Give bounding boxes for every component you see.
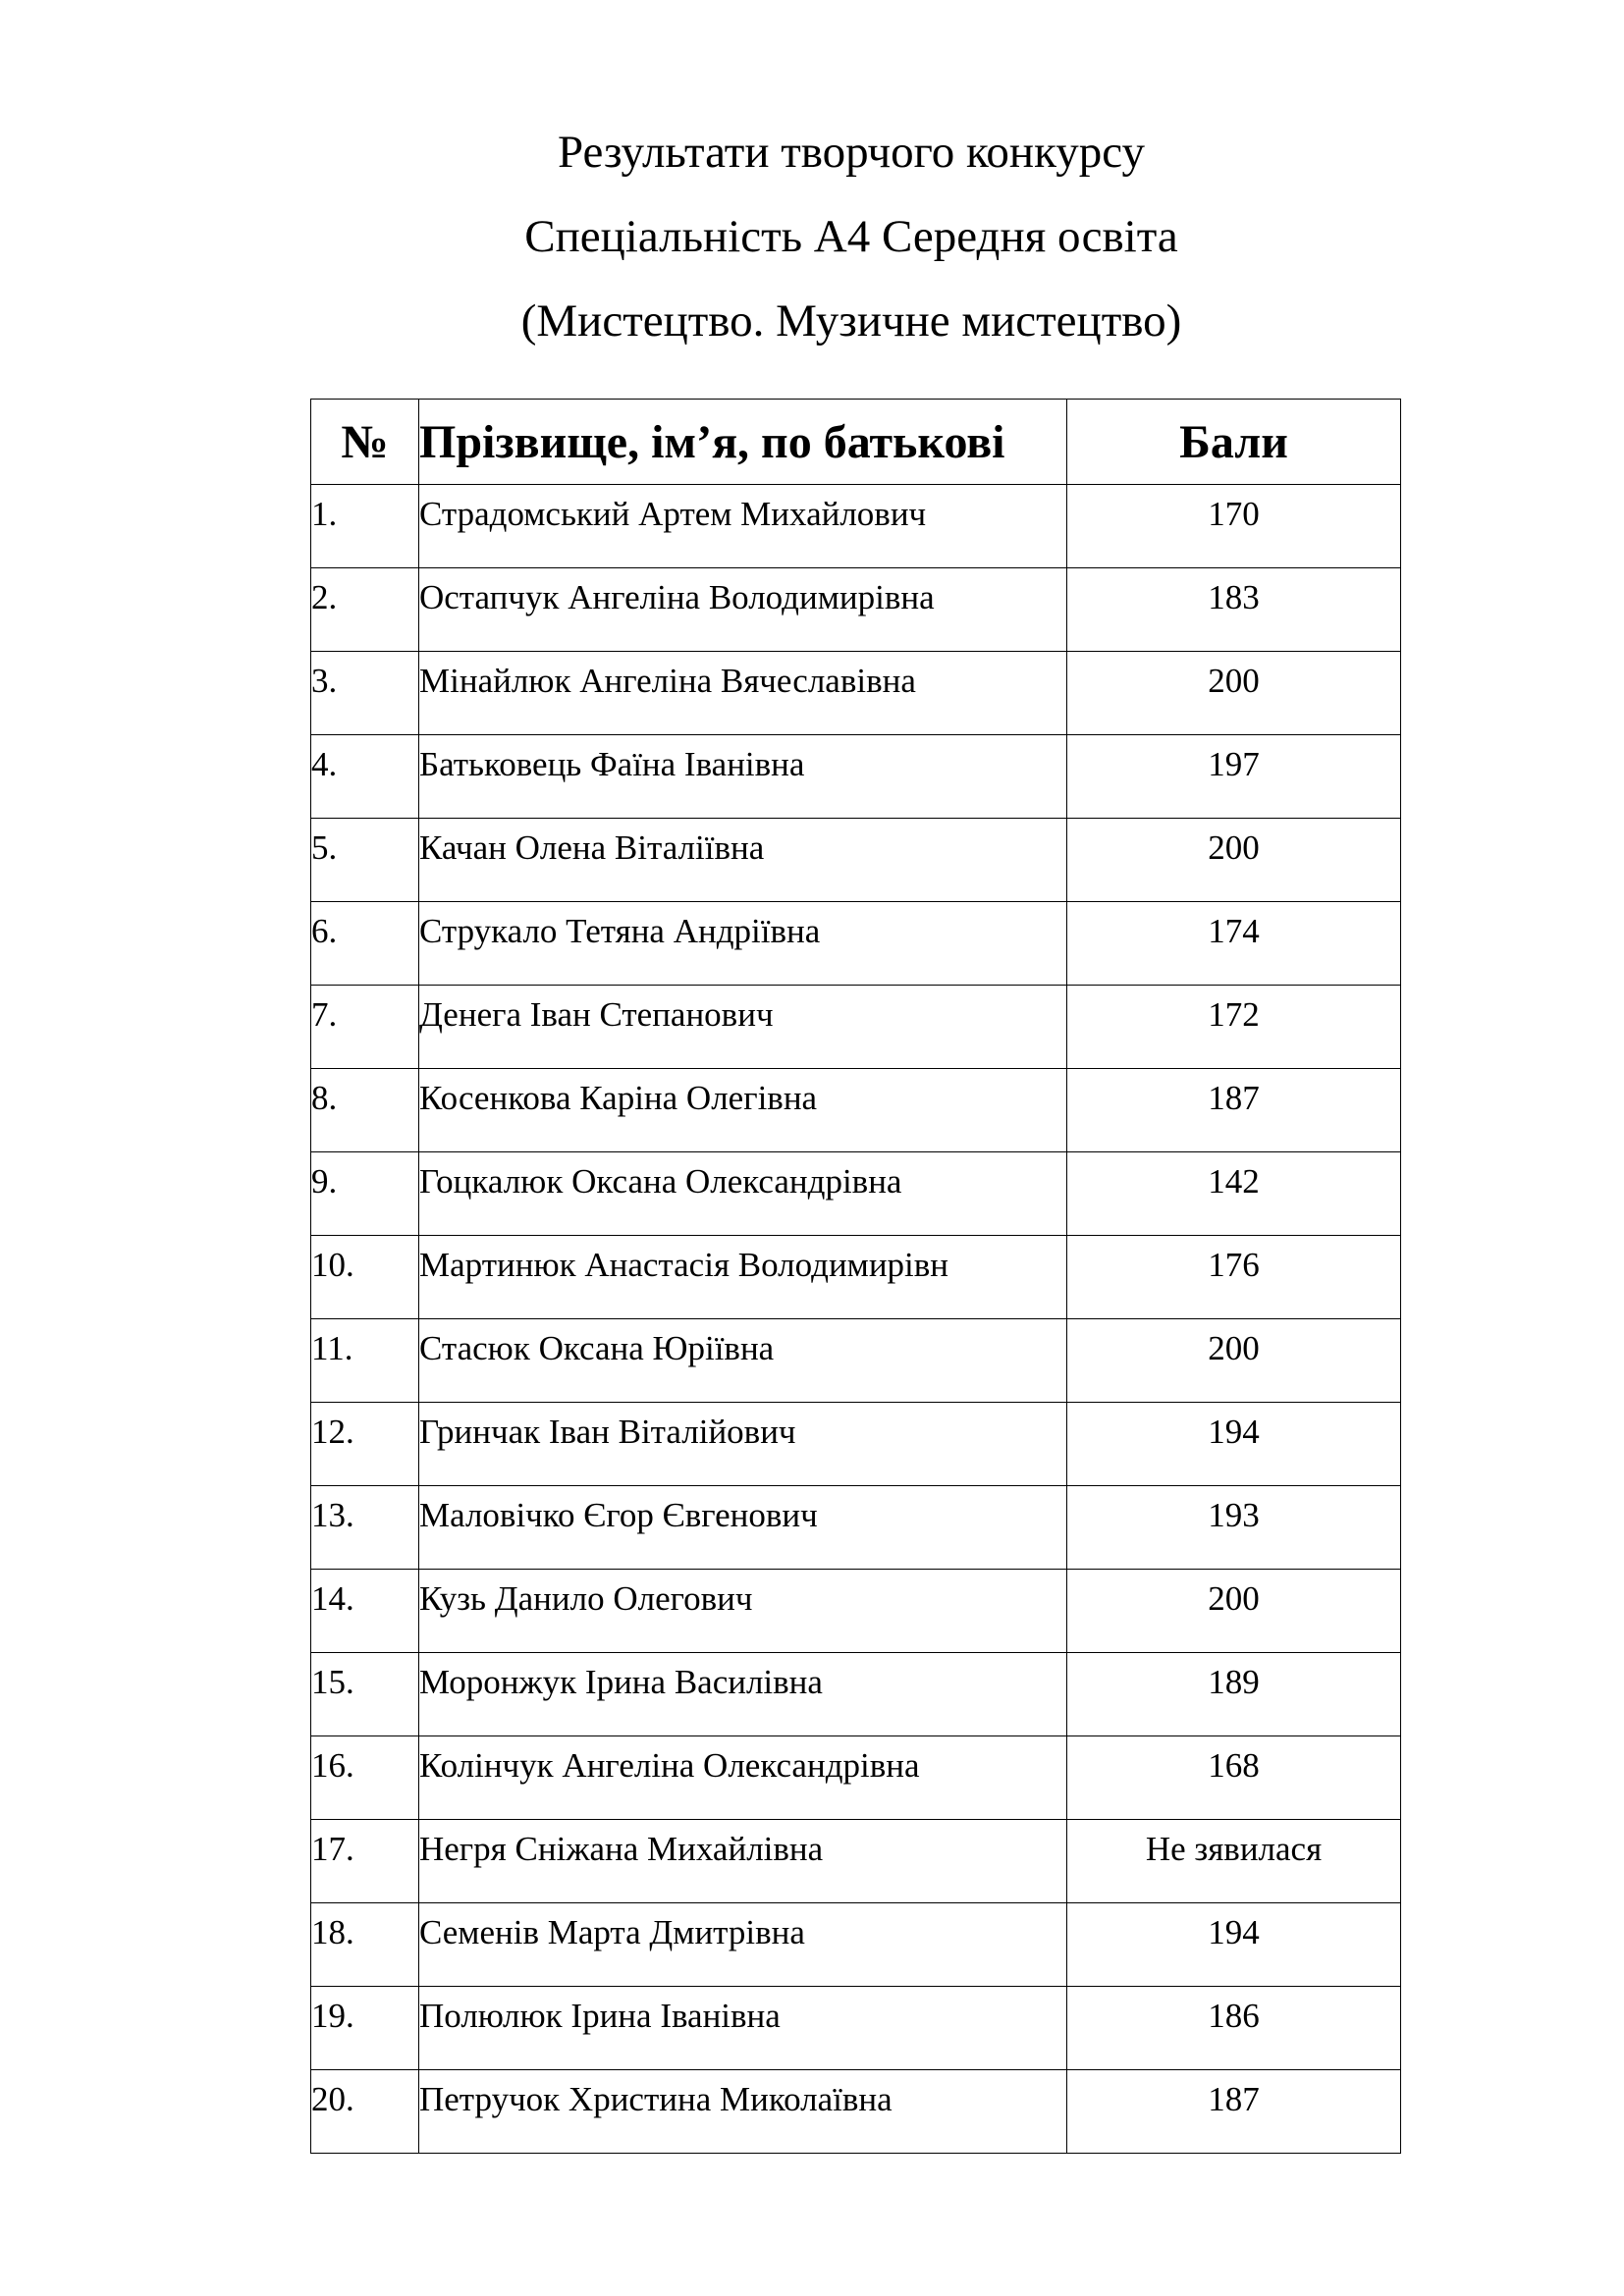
row-score: 186	[1067, 1987, 1401, 2070]
row-number: 19.	[311, 1987, 419, 2070]
row-score: 187	[1067, 2070, 1401, 2154]
row-name: Качан Олена Віталіївна	[419, 819, 1067, 902]
row-number: 4.	[311, 735, 419, 819]
row-score: 194	[1067, 1903, 1401, 1987]
row-number: 12.	[311, 1403, 419, 1486]
row-score: 200	[1067, 1570, 1401, 1653]
title-line-3: (Мистецтво. Музичне мистецтво)	[520, 295, 1182, 347]
row-number: 8.	[311, 1069, 419, 1152]
row-number: 2.	[311, 568, 419, 652]
row-number: 18.	[311, 1903, 419, 1987]
row-score: 172	[1067, 986, 1401, 1069]
row-name: Струкало Тетяна Андріївна	[419, 902, 1067, 986]
row-score: 174	[1067, 902, 1401, 986]
row-name: Петручок Христина Миколаївна	[419, 2070, 1067, 2154]
row-number: 15.	[311, 1653, 419, 1736]
row-name: Батьковець Фаїна Іванівна	[419, 735, 1067, 819]
row-score: 189	[1067, 1653, 1401, 1736]
table-row	[311, 735, 1401, 819]
table-row	[311, 1403, 1401, 1486]
row-score: 193	[1067, 1486, 1401, 1570]
row-score: 200	[1067, 652, 1401, 735]
table-row	[311, 568, 1401, 652]
table-row	[311, 819, 1401, 902]
header-score: Бали	[1067, 400, 1401, 485]
table-row	[311, 1152, 1401, 1236]
row-score: 197	[1067, 735, 1401, 819]
row-name: Колінчук Ангеліна Олександрівна	[419, 1736, 1067, 1820]
row-number: 3.	[311, 652, 419, 735]
row-score: 200	[1067, 1319, 1401, 1403]
title-line-2: Спеціальність А4 Середня освіта	[524, 211, 1178, 262]
header-number: №	[311, 400, 419, 485]
table-row	[311, 1736, 1401, 1820]
row-score: 176	[1067, 1236, 1401, 1319]
table-row	[311, 1820, 1401, 1903]
row-number: 17.	[311, 1820, 419, 1903]
table-row	[311, 2070, 1401, 2154]
document-title	[0, 110, 1624, 363]
table-row	[311, 1570, 1401, 1653]
results-table	[310, 399, 1401, 2154]
row-name: Остапчук Ангеліна Володимирівна	[419, 568, 1067, 652]
row-name: Мартинюк Анастасія Володимирівн	[419, 1236, 1067, 1319]
row-name: Кузь Данило Олегович	[419, 1570, 1067, 1653]
row-name: Стасюк Оксана Юріївна	[419, 1319, 1067, 1403]
row-name: Гринчак Іван Віталійович	[419, 1403, 1067, 1486]
row-name: Негря Сніжана Михайлівна	[419, 1820, 1067, 1903]
title-line-1: Результати творчого конкурсу	[557, 127, 1145, 178]
row-number: 5.	[311, 819, 419, 902]
row-number: 7.	[311, 986, 419, 1069]
row-name: Полюлюк Ірина Іванівна	[419, 1987, 1067, 2070]
row-number: 16.	[311, 1736, 419, 1820]
row-number: 1.	[311, 485, 419, 568]
row-number: 11.	[311, 1319, 419, 1403]
row-name: Страдомський Артем Михайлович	[419, 485, 1067, 568]
row-number: 20.	[311, 2070, 419, 2154]
row-score: 187	[1067, 1069, 1401, 1152]
row-number: 6.	[311, 902, 419, 986]
row-name: Мінайлюк Ангеліна Вячеславівна	[419, 652, 1067, 735]
table-row	[311, 485, 1401, 568]
table-row	[311, 902, 1401, 986]
table-row	[311, 1069, 1401, 1152]
row-name: Гоцкалюк Оксана Олександрівна	[419, 1152, 1067, 1236]
header-name: Прізвище, ім’я, по батькові	[419, 400, 1067, 485]
row-score: 200	[1067, 819, 1401, 902]
row-name: Моронжук Ірина Василівна	[419, 1653, 1067, 1736]
table-row	[311, 652, 1401, 735]
row-score: 183	[1067, 568, 1401, 652]
row-name: Денега Іван Степанович	[419, 986, 1067, 1069]
row-number: 13.	[311, 1486, 419, 1570]
row-name: Маловічко Єгор Євгенович	[419, 1486, 1067, 1570]
table-row	[311, 1486, 1401, 1570]
table-header-row	[311, 400, 1401, 485]
row-number: 14.	[311, 1570, 419, 1653]
row-name: Семенів Марта Дмитрівна	[419, 1903, 1067, 1987]
row-number: 10.	[311, 1236, 419, 1319]
table-row	[311, 986, 1401, 1069]
row-name: Косенкова Каріна Олегівна	[419, 1069, 1067, 1152]
table-row	[311, 1987, 1401, 2070]
row-score: 142	[1067, 1152, 1401, 1236]
row-number: 9.	[311, 1152, 419, 1236]
table-row	[311, 1903, 1401, 1987]
table-row	[311, 1653, 1401, 1736]
table-row	[311, 1236, 1401, 1319]
table-row	[311, 1319, 1401, 1403]
row-score: 170	[1067, 485, 1401, 568]
row-score: Не зявилася	[1067, 1820, 1401, 1903]
row-score: 168	[1067, 1736, 1401, 1820]
row-score: 194	[1067, 1403, 1401, 1486]
